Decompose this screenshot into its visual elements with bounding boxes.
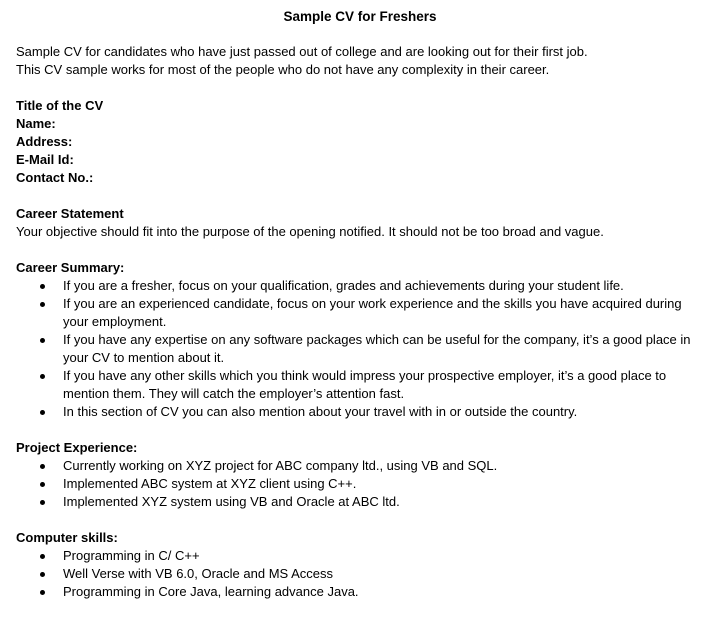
cv-field-title: Title of the CV bbox=[16, 98, 104, 113]
list-item-text: Programming in Core Java, learning advance Java. bbox=[63, 584, 359, 599]
bullet-icon bbox=[40, 338, 45, 343]
list-item-text: If you are a fresher, focus on your qualification, grades and achievements during your student life. bbox=[63, 278, 624, 293]
bullet-icon bbox=[40, 464, 45, 469]
project-experience-section bbox=[16, 439, 704, 511]
project-experience-list bbox=[16, 457, 704, 511]
list-item bbox=[16, 457, 704, 475]
bullet-icon bbox=[40, 374, 45, 379]
career-statement-heading: Career Statement bbox=[16, 206, 124, 221]
bullet-icon bbox=[40, 500, 45, 505]
list-item bbox=[16, 547, 704, 565]
list-item-text: Programming in C/ C++ bbox=[63, 548, 200, 563]
cv-field-email: E-Mail Id: bbox=[16, 152, 74, 167]
bullet-icon bbox=[40, 302, 45, 307]
career-statement-section bbox=[16, 205, 704, 241]
list-item bbox=[16, 475, 704, 493]
career-summary-section bbox=[16, 259, 704, 421]
list-item-text: If you have any expertise on any software packages which can be useful for the company, it’s a good place in your CV to mention about it. bbox=[63, 332, 691, 365]
list-item-text: Well Verse with VB 6.0, Oracle and MS Access bbox=[63, 566, 333, 581]
bullet-icon bbox=[40, 410, 45, 415]
computer-skills-list bbox=[16, 547, 704, 601]
list-item bbox=[16, 277, 704, 295]
intro-section bbox=[16, 43, 704, 79]
bullet-icon bbox=[40, 572, 45, 577]
list-item bbox=[16, 331, 704, 367]
bullet-icon bbox=[40, 482, 45, 487]
document-title: Sample CV for Freshers bbox=[283, 9, 437, 24]
computer-skills-heading: Computer skills: bbox=[16, 530, 118, 545]
list-item-text: Implemented XYZ system using VB and Oracle at ABC ltd. bbox=[63, 494, 400, 509]
list-item bbox=[16, 403, 704, 421]
list-item-text: If you have any other skills which you think would impress your prospective employer, it’s a good place to mention them. They will catch the employer’s attention fast. bbox=[63, 368, 667, 401]
cv-field-contact: Contact No.: bbox=[16, 170, 94, 185]
list-item-text: In this section of CV you can also mention about your travel with in or outside the country. bbox=[63, 404, 578, 419]
project-experience-heading: Project Experience: bbox=[16, 440, 138, 455]
list-item bbox=[16, 565, 704, 583]
intro-line: This CV sample works for most of the people who do not have any complexity in their career. bbox=[16, 62, 550, 77]
list-item-text: Implemented ABC system at XYZ client using C++. bbox=[63, 476, 357, 491]
cv-fields-section bbox=[16, 97, 704, 187]
bullet-icon bbox=[40, 590, 45, 595]
intro-line: Sample CV for candidates who have just passed out of college and are looking out for their first job. bbox=[16, 44, 588, 59]
career-statement-text: Your objective should fit into the purpose of the opening notified. It should not be too broad and vague. bbox=[16, 224, 604, 239]
cv-field-name: Name: bbox=[16, 116, 56, 131]
career-summary-list bbox=[16, 277, 704, 421]
list-item bbox=[16, 583, 704, 601]
bullet-icon bbox=[40, 554, 45, 559]
list-item-text: If you are an experienced candidate, focus on your work experience and the skills you have acquired during your employment. bbox=[63, 296, 682, 329]
list-item bbox=[16, 493, 704, 511]
list-item bbox=[16, 367, 704, 403]
computer-skills-section bbox=[16, 529, 704, 601]
list-item-text: Currently working on XYZ project for ABC company ltd., using VB and SQL. bbox=[63, 458, 498, 473]
cv-field-address: Address: bbox=[16, 134, 73, 149]
list-item bbox=[16, 295, 704, 331]
career-summary-heading: Career Summary: bbox=[16, 260, 125, 275]
bullet-icon bbox=[40, 284, 45, 289]
